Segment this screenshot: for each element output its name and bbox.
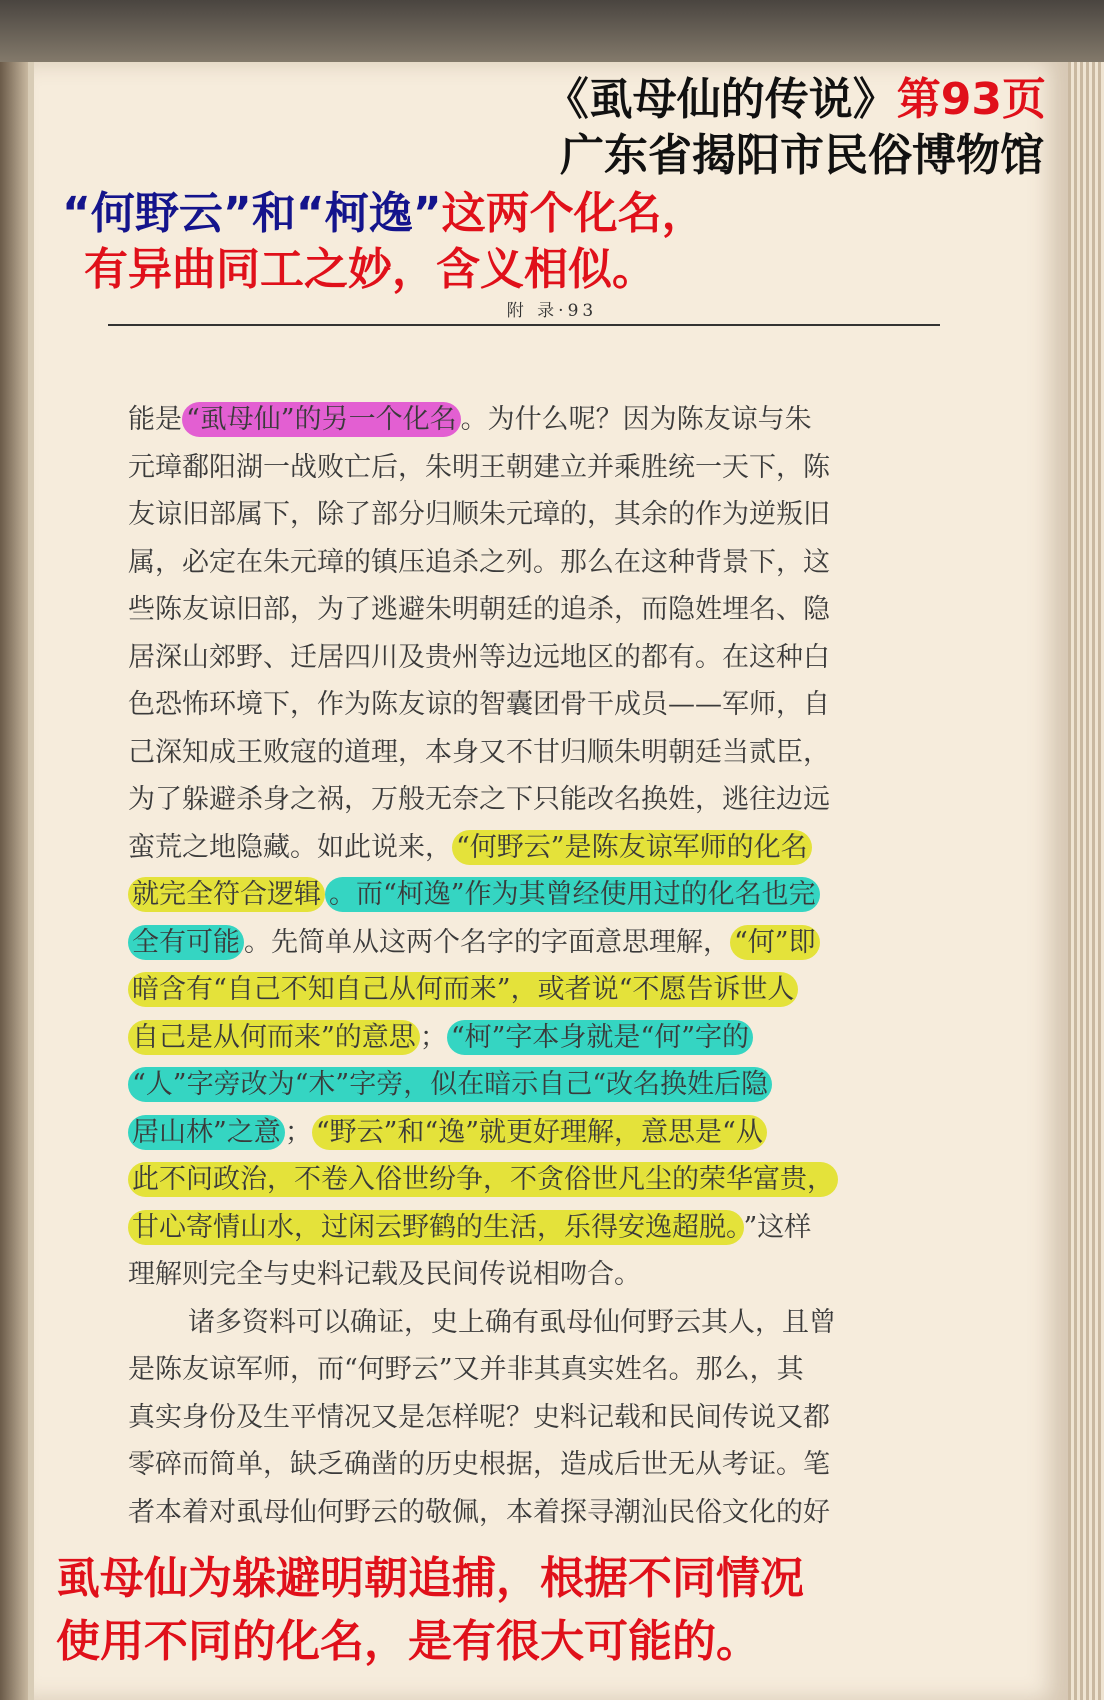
yellow-highlight: 此不问政治，不卷入俗世纷争，不贪俗世凡尘的荣华富贵， (128, 1162, 838, 1197)
text-line: 真实身份及生平情况又是怎样呢？史料记载和民间传说又都 (128, 1401, 830, 1433)
cyan-highlight: 全有可能 (128, 925, 244, 960)
cyan-highlight: 。而“柯逸”作为其曾经使用过的化名也完 (325, 877, 820, 912)
yellow-highlight: 暗含有“自己不知自己从何而来”，或者说“不愿告诉世人 (128, 972, 798, 1007)
text-line: 能是 “虱母仙”的另一个化名 。为什么呢？因为陈友谅与朱 (128, 404, 812, 435)
text-line: 零碎而简单，缺乏确凿的历史根据，造成后世无从考证。笔 (128, 1449, 830, 1480)
alias-names: “何野云”和“柯逸” (62, 188, 442, 239)
text-line (128, 871, 948, 919)
magenta-highlight: “虱母仙”的另一个化名 (182, 402, 461, 437)
text-line: 自己是从何而来”的意思 ； “柯”字本身就是“何”字的 (128, 1014, 948, 1062)
text-line: 甘心寄情山水，过闲云野鹤的生活，乐得安逸超脱。 ”这样 (128, 1204, 948, 1252)
paragraph-start-line: 诸多资料可以确证，史上确有虱母仙何野云其人，且曾 (188, 1306, 836, 1338)
cyan-highlight: 居山林”之意 (128, 1115, 285, 1150)
text-line: 友谅旧部属下，除了部分归顺朱元璋的，其余的作为逆叛旧 (128, 499, 830, 530)
yellow-highlight: 甘心寄情山水，过闲云野鹤的生活，乐得安逸超脱。 (128, 1210, 744, 1245)
bottom-annotation-line1: 虱母仙为躲避明朝追捕，根据不同情况 (56, 1553, 804, 1604)
text-line: 全有可能 。先简单从这两个名字的字面意思理解， “何”即 (128, 919, 948, 967)
page-number-label: 第93页 (896, 74, 1046, 125)
text-line: 色恐怖环境下，作为陈友谅的智囊团骨干成员——军师，自 (128, 689, 830, 720)
body-text (128, 396, 948, 1536)
museum-name: 广东省揭阳市民俗博物馆 (560, 130, 1044, 181)
text-line: 属，必定在朱元璋的镇压追杀之列。那么在这种背景下，这 (128, 546, 830, 578)
top-annotation-line2: 有异曲同工之妙，含义相似。 (84, 244, 656, 295)
text-line: 些陈友谅旧部，为了逃避朱明朝廷的追杀，而隐姓埋名、隐 (128, 594, 830, 625)
text-line (128, 1061, 948, 1109)
header-rule (108, 324, 940, 326)
yellow-highlight: “何野云”是陈友谅军师的化名 (452, 830, 812, 865)
text-line (128, 966, 948, 1014)
yellow-highlight: “野云”和“逸”就更好理解，意思是“从 (312, 1115, 767, 1150)
text-line: 己深知成王败寇的道理，本身又不甘归顺朱明朝廷当贰臣， (128, 736, 830, 768)
text-line: 理解则完全与史料记载及民间传说相吻合。 (128, 1259, 641, 1290)
text-line: 居山林”之意 ； “野云”和“逸”就更好理解，意思是“从 (128, 1109, 948, 1157)
yellow-highlight: “何”即 (730, 925, 820, 960)
yellow-highlight: 自己是从何而来”的意思 (128, 1020, 420, 1055)
text-line: 元璋鄱阳湖一战败亡后，朱明王朝建立并乘胜统一天下，陈 (128, 451, 830, 483)
running-head: 附 录·93 (506, 301, 598, 321)
bottom-annotation-line2: 使用不同的化名，是有很大可能的。 (56, 1616, 760, 1667)
text-line: 为了躲避杀身之祸，万般无奈之下只能改名换姓，逃往边远 (128, 784, 830, 815)
top-annotation-line1 (62, 188, 706, 239)
book-title-annotation (544, 74, 1046, 125)
cyan-highlight: “人”字旁改为“木”字旁，似在暗示自己“改名换姓后隐 (128, 1067, 772, 1102)
text-line: 居深山郊野、迁居四川及贵州等边远地区的都有。在这种白 (128, 641, 830, 673)
alias-note: 这两个化名， (441, 188, 706, 239)
text-line: 蛮荒之地隐藏。如此说来， “何野云”是陈友谅军师的化名 (128, 824, 948, 872)
text-line: 者本着对虱母仙何野云的敬佩，本着探寻潮汕民俗文化的好 (128, 1496, 830, 1528)
cyan-highlight: “柯”字本身就是“何”字的 (447, 1020, 753, 1055)
text-line: 是陈友谅军师，而“何野云”又并非其真实姓名。那么，其 (128, 1354, 804, 1385)
scan-top-strip (0, 0, 1104, 70)
book-title: 《虱母仙的传说》 (544, 74, 897, 125)
yellow-highlight: 就完全符合逻辑 (128, 877, 325, 912)
text-line (128, 1156, 948, 1204)
